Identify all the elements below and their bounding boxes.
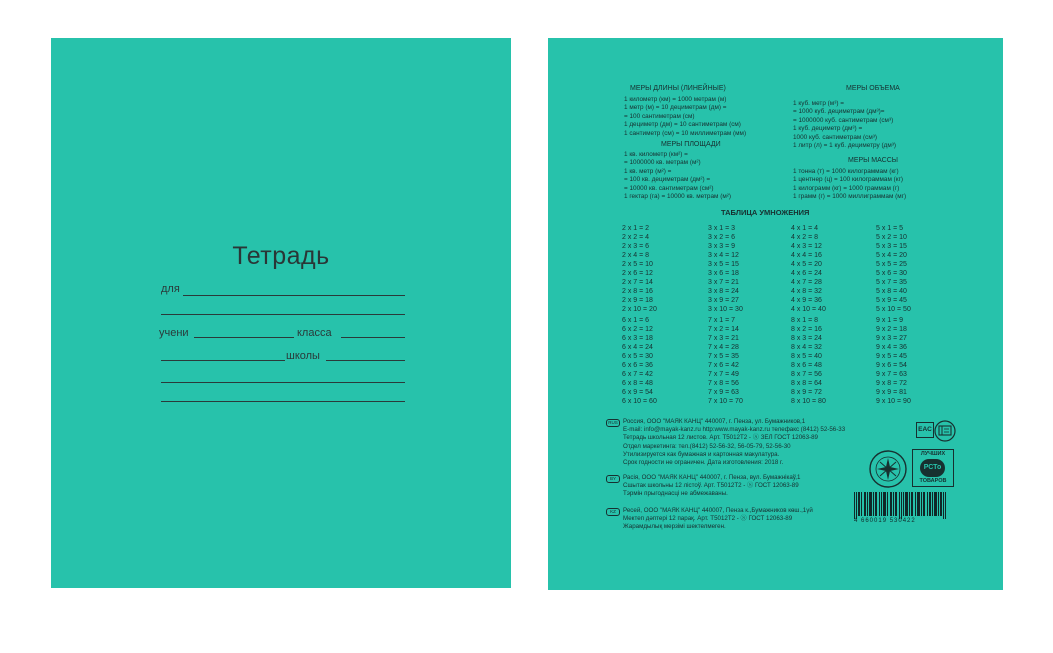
length-line: 1 метр (м) = 10 дециметрам (дм) = (624, 104, 727, 112)
lang-tag-by: BY (606, 475, 620, 483)
volume-heading: МЕРЫ ОБЪЕМА (846, 85, 900, 92)
notebook-front-cover (51, 38, 511, 588)
volume-line: 1 литр (л) = 1 куб. дециметру (дм³) (793, 142, 896, 150)
rus-info-line: Россия, ООО "МАЯК КАНЦ" 440007, г. Пенза, ул. Бумажников,1 (623, 418, 806, 425)
kz-info-line: Ресей, ООО "МАЯК КАНЦ" 440007, Пенза к.,Бумажников көш.,1үй (623, 507, 813, 514)
label-student: учени (159, 327, 189, 339)
by-info-line: Расія, ООО "МАЯК КАНЦ" 440007, г. Пенза, вул. Бумажнікаў,1 (623, 474, 801, 481)
best-goods-badge (912, 449, 954, 487)
kz-info-line: Жарамдылық мерзімі шектелмеген. (623, 523, 726, 531)
mass-line: 1 грамм (г) = 1000 миллиграммам (мг) (793, 193, 907, 201)
mult-col-2: 2 x 1 = 2 2 x 2 = 4 2 x 3 = 6 2 x 4 = 8 2 x 5 = 10 2 x 6 = 12 2 x 7 = 14 2 x 8 = 16 2 x 9 = 18 2 x 10 = 20 (622, 225, 657, 313)
line-school-left (161, 360, 285, 361)
mass-block (793, 168, 906, 202)
barcode-number: 4 660019 530422 (854, 518, 916, 524)
label-for: для (161, 283, 180, 295)
volume-line: = 1000000 куб. сантиметрам (см³) (793, 116, 894, 124)
mass-line: 1 килограмм (кг) = 1000 граммам (г) (793, 184, 900, 192)
notebook-circle-icon (934, 420, 956, 442)
area-line: = 1000000 кв. метрам (м²) (624, 159, 701, 167)
mult-col-9: 9 x 1 = 9 9 x 2 = 18 9 x 3 = 27 9 x 4 = 36 9 x 5 = 45 9 x 6 = 54 9 x 7 = 63 9 x 8 = 72 9 x 9 = 81 9 x 10 = 90 (876, 317, 911, 405)
lang-tag-kz: KZ (606, 508, 620, 516)
area-line: 1 гектар (га) = 10000 кв. метрам (м²) (624, 193, 731, 201)
line-class (341, 337, 405, 338)
badge-top-text: ЛУЧШИХ (920, 451, 946, 457)
kz-info-block (623, 507, 813, 532)
mult-col-5: 5 x 1 = 5 5 x 2 = 10 5 x 3 = 15 5 x 4 = 20 5 x 5 = 25 5 x 6 = 30 5 x 7 = 35 5 x 8 = 40 5 x 9 = 45 5 x 10 = 50 (876, 225, 911, 313)
label-school: школы (286, 350, 320, 362)
line-student (194, 337, 294, 338)
length-line: 1 дециметр (дм) = 10 сантиметрам (см) (624, 121, 741, 129)
by-info-line: Сшытак школьны 12 лістоў. Арт. Т5012Т2 - Ⓢ ГОСТ 12063-89 (623, 482, 799, 490)
badge-bottom-text: ТОВАРОВ (919, 478, 947, 484)
rus-info-line: Утилизируется как бумажная и картонная макулатура. (623, 450, 780, 458)
rus-info-block (623, 418, 845, 467)
line-for-2 (161, 314, 405, 315)
line-extra-1 (161, 382, 405, 383)
area-line: 1 кв. километр (км²) = (624, 151, 688, 158)
area-heading: МЕРЫ ПЛОЩАДИ (661, 141, 721, 148)
line-extra-2 (161, 401, 405, 402)
lang-tag-rus: RUS (606, 419, 620, 427)
rus-info-line: Тетрадь школьная 12 листов. Арт. Т5012Т2 - Ⓢ ЗЕЛ ГОСТ 12063-89 (623, 434, 818, 442)
mult-table-title: ТАБЛИЦА УМНОЖЕНИЯ (721, 208, 810, 217)
notebook-title: Тетрадь (232, 242, 330, 270)
by-info-line: Тэрмін прыгоднасці не абмежаваны. (623, 490, 728, 498)
mult-col-3: 3 x 1 = 3 3 x 2 = 6 3 x 3 = 9 3 x 4 = 12 3 x 5 = 15 3 x 6 = 18 3 x 7 = 21 3 x 8 = 24 3 x 9 = 27 3 x 10 = 30 (708, 225, 743, 313)
volume-line: 1000 куб. сантиметрам (см³) (793, 133, 878, 141)
volume-block (793, 100, 896, 150)
area-block (624, 151, 731, 201)
kz-info-line: Мектеп дәптері 12 парақ. Арт. Т5012Т2 - Ⓢ ГОСТ 12063-89 (623, 515, 793, 523)
notebook-back-cover (548, 38, 1003, 590)
length-line: 1 сантиметр (см) = 10 миллиметрам (мм) (624, 129, 747, 137)
length-block (624, 96, 746, 138)
badge-center-text: РСТо (920, 459, 945, 477)
area-line: = 100 кв. дециметрам (дм²) = (624, 176, 711, 184)
rus-info-line: E-mail: info@mayak-kanz.ru http:www.mayak-kanz.ru телефакс (8412) 52-56-33 (623, 426, 846, 434)
rus-info-line: Срок годности не ограничен. Дата изготовления: 2018 г. (623, 459, 784, 467)
mult-col-8: 8 x 1 = 8 8 x 2 = 16 8 x 3 = 24 8 x 4 = 32 8 x 5 = 40 8 x 6 = 48 8 x 7 = 56 8 x 8 = 64 8 x 9 = 72 8 x 10 = 80 (791, 317, 826, 405)
volume-line: 1 куб. дециметр (дм³) = (793, 125, 863, 133)
area-line: 1 кв. метр (м²) = (624, 167, 672, 175)
volume-line: 1 куб. метр (м³) = (793, 100, 844, 107)
line-for (183, 295, 405, 296)
mass-heading: МЕРЫ МАССЫ (848, 157, 898, 164)
eac-mark-icon: EAC (916, 422, 934, 438)
mass-line: 1 тонна (т) = 1000 килограммам (кг) (793, 168, 899, 175)
length-heading: МЕРЫ ДЛИНЫ (ЛИНЕЙНЫЕ) (630, 85, 726, 92)
mult-col-6: 6 x 1 = 6 6 x 2 = 12 6 x 3 = 18 6 x 4 = 24 6 x 5 = 30 6 x 6 = 36 6 x 7 = 42 6 x 8 = 48 6 x 9 = 54 6 x 10 = 60 (622, 317, 657, 405)
quality-seal-icon (868, 449, 908, 489)
label-class: класса (297, 327, 332, 339)
area-line: = 10000 кв. сантиметрам (см²) (624, 184, 714, 192)
mass-line: 1 центнер (ц) = 100 килограммам (кг) (793, 176, 904, 184)
rus-info-line: Отдел маркетинга: тел.(8412) 52-56-32, 56-05-79, 52-56-30 (623, 442, 791, 450)
volume-line: = 1000 куб. дециметрам (дм³)= (793, 108, 885, 116)
length-line: 1 километр (км) = 1000 метрам (м) (624, 96, 727, 103)
length-line: = 100 сантиметрам (см) (624, 112, 695, 120)
mult-col-4: 4 x 1 = 4 4 x 2 = 8 4 x 3 = 12 4 x 4 = 16 4 x 5 = 20 4 x 6 = 24 4 x 7 = 28 4 x 8 = 32 4 x 9 = 36 4 x 10 = 40 (791, 225, 826, 313)
mult-col-7: 7 x 1 = 7 7 x 2 = 14 7 x 3 = 21 7 x 4 = 28 7 x 5 = 35 7 x 6 = 42 7 x 7 = 49 7 x 8 = 56 7 x 9 = 63 7 x 10 = 70 (708, 317, 743, 405)
line-school-right (326, 360, 405, 361)
by-info-block (623, 474, 800, 499)
